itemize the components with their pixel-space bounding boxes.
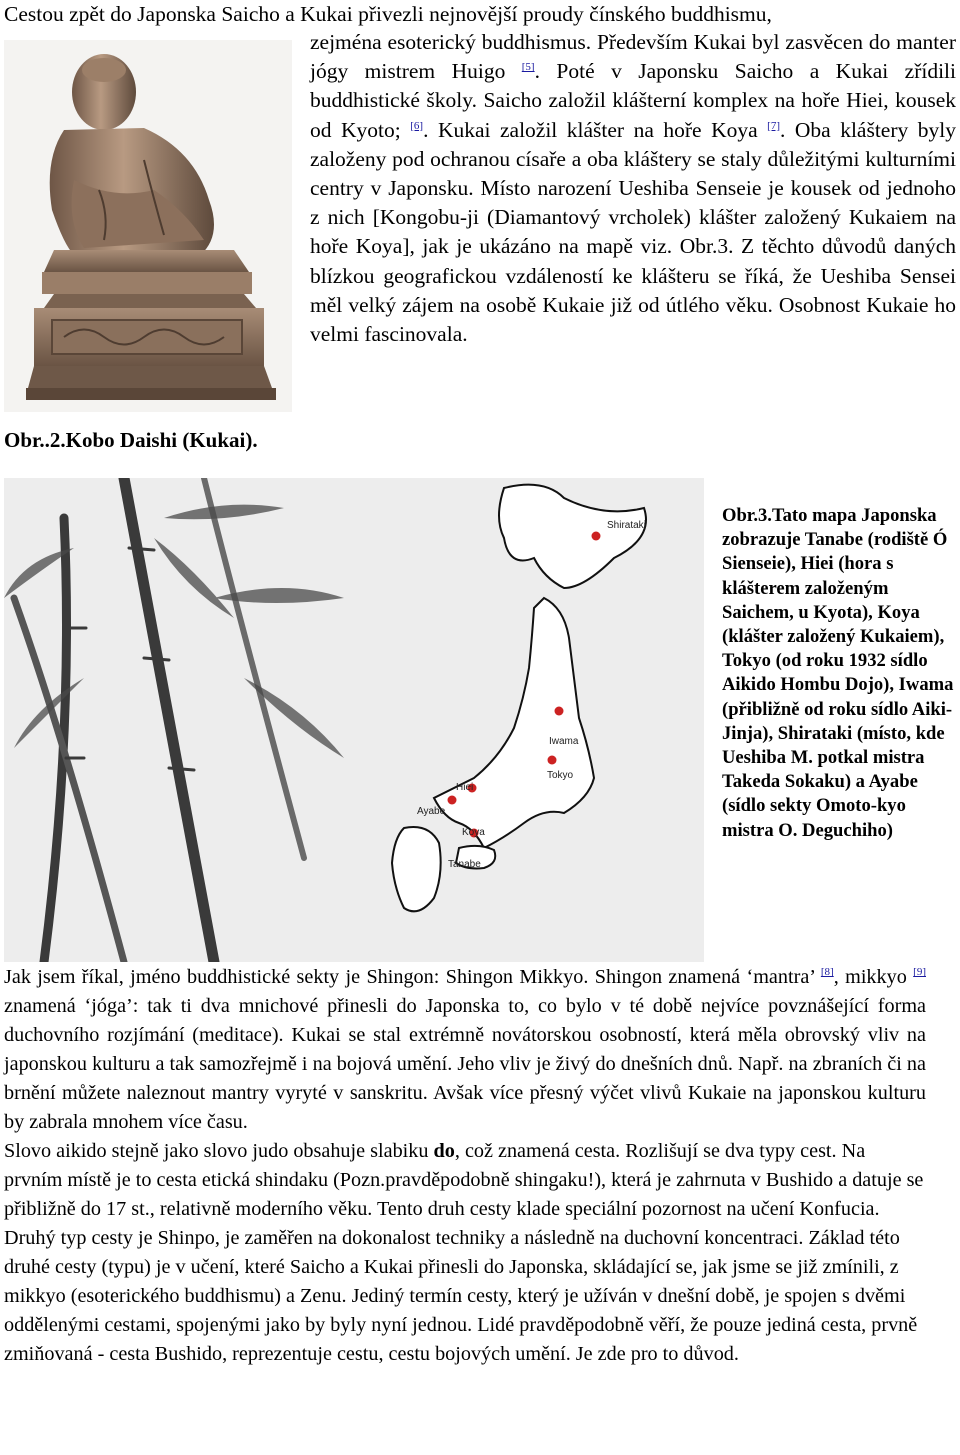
intro-text-1: zejména esoterický buddhismus. Především Kukai byl zasvěcen do manter jógy mistrem Huigo	[310, 30, 956, 84]
footnote-ref-9[interactable]: [9]	[913, 966, 926, 978]
marker-ayabe	[448, 796, 457, 805]
footnote-ref-8[interactable]: [8]	[820, 966, 834, 978]
body-p2-text-b: , což znamená cesta. Rozlišují se dva typy cest. Na prvním místě je to cesta etická shindaku (Pozn.pravděpodobně shingaku!), která je zahrnuta v Bushido a datuje se přibližně do 17 st., relativně moderního věku. Tento druh cesty klade speciální pozornost na učení Konfucia. Druhý typ cesty je Shinpo, je zaměřen na dokonalost techniky a následně na duchovní koncentraci. Základ této druhé cesty (typu) je v učení, které Saicho a Kukai přinesli do Japonska, skládající se, jak jsme se již zmínili, z mikkyo (esoterického buddhismu) a Zenu. Jediný termín cesty, který je užíván v dnešní době, je spojen s dvěmi oddělenými cestami, spojenými jako by byly nyní jednou. Lidé pravděpodobně věří, že pouze jediná cesta, prvně zmiňovaná - cesta Bushido, reprezentuje cestu, cestu bojových umění. Je zde pro to důvod.	[4, 1140, 924, 1365]
footnote-ref-5[interactable]: [5]	[521, 61, 535, 74]
body-p1-text-c: znamená ‘jóga’: tak ti dva mnichové přinesli do Japonska to, co bylo v té době nejvíce povznášející forma duchovního rozjímání (meditace). Kukai se stal extrémně novátorskou osobností, která měla obrovský vliv na japonskou kulturu a tak samozřejmě i na bojová umění. Jeho vliv je živý do dnešních dnů. Např. na zbraních či na brnění můžete naleznout mantry vyryté v sanskritu. Avšak více přesný výčet vlivů Kukaie na japonskou kulturu by zabrala mnohem více času.	[4, 995, 926, 1133]
label-iwama: Iwama	[549, 736, 579, 747]
body-paragraph-2	[4, 1137, 926, 1369]
figure3-caption: Obr.3.Tato mapa Japonska zobrazuje Tanabe (rodiště Ó Sienseie), Hiei (hora s klášterem založeným Saichem, u Kyota), Koya (klášter založený Kukaiem), Tokyo (od roku 1932 sídlo Aikido Hombu Dojo), Iwama (přibližně od roku sídlo Aiki-Jinja), Shirataki (místo, kde Ueshiba M. potkal mistra Takeda Sokaku) a Ayabe (sídlo sekty Omoto-kyo mistra O. Deguchiho)	[722, 505, 954, 841]
japan-map-image	[4, 478, 704, 962]
footnote-ref-6[interactable]: [6]	[410, 119, 424, 132]
body-p1-text-a: Jak jsem říkal, jméno buddhistické sekty je Shingon: Shingon Mikkyo. Shingon znamená ‘mantra’	[4, 966, 821, 988]
body-p1-text-b: , mikkyo	[833, 966, 914, 988]
body-p2-bold-do: do	[433, 1140, 455, 1162]
body-p2-text-a: Slovo aikido stejně jako slovo judo obsahuje slabiku	[4, 1140, 434, 1162]
kukai-statue-image	[4, 40, 292, 412]
label-ayabe: Ayabe	[417, 806, 446, 817]
figure2-caption: Obr..2.Kobo Daishi (Kukai).	[4, 428, 258, 452]
intro-text-2: . Poté v Japonsku Saicho a Kukai zřídili buddhistické školy. Saicho založil klášterní komplex na hoře Hiei, kousek od Kyoto;	[310, 59, 957, 142]
footnote-ref-7[interactable]: [7]	[767, 119, 780, 132]
body-text	[4, 963, 926, 1369]
intro-text-4: . Oba kláštery byly založeny pod ochranou císaře a oba kláštery se staly důležitými kulturními centry v Japonsku. Místo narození Ueshiba Senseie je kousek od jednoho z nich [Kongobu-ji (Diamantový vrcholek) klášter založený Kukaiem na hoře Koya], jak je ukázáno na mapě viz. Obr.3. Z těchto důvodů daných blízkou geografickou vzdáleností ke klášteru se říká, že Ueshiba Sensei měl velký zájem na osobě Kukaie již od útlého věku. Osobnost Kukaie ho velmi fascinovala.	[310, 117, 956, 347]
label-tanabe: Tanabe	[448, 859, 481, 870]
marker-shirataki	[592, 532, 601, 541]
label-koya: Koya	[462, 827, 485, 838]
kukai-statue-figure	[4, 40, 292, 412]
marker-tokyo	[548, 756, 557, 765]
marker-iwama	[555, 707, 564, 716]
intro-text-3: . Kukai založil klášter na hoře Koya	[423, 117, 768, 142]
japan-map-figure	[4, 478, 704, 962]
label-shirataki: Shirataki	[607, 520, 646, 531]
intro-paragraph	[310, 28, 956, 349]
label-tokyo: Tokyo	[547, 770, 574, 781]
label-hiei: Hiei	[456, 782, 474, 793]
body-paragraph-1	[4, 963, 926, 1137]
intro-line: Cestou zpět do Japonska Saicho a Kukai přivezli nejnovější proudy čínského buddhismu,	[4, 2, 772, 26]
